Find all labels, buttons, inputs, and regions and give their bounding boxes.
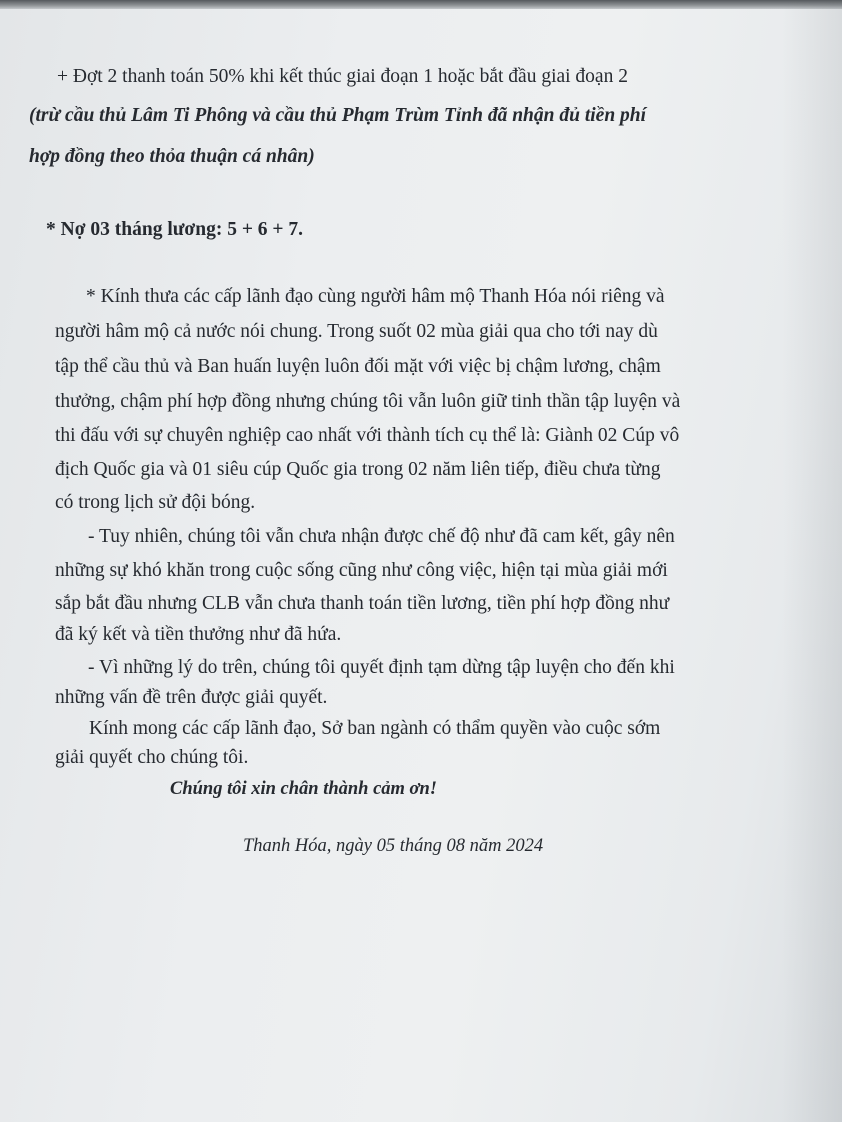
request-line: giải quyết cho chúng tôi. [55,747,249,768]
address-line: địch Quốc gia và 01 siêu cúp Quốc gia trong 02 năm liên tiếp, điều chưa từng [55,459,661,480]
address-line: tập thể cầu thủ và Ban huấn luyện luôn đối mặt với việc bị chậm lương, chậm [55,356,661,377]
however-line: - Tuy nhiên, chúng tôi vẫn chưa nhận được chế độ như đã cam kết, gây nên [88,526,675,547]
thanks-line: Chúng tôi xin chân thành cảm ơn! [170,779,437,799]
salary-debt-heading: * Nợ 03 tháng lương: 5 + 6 + 7. [46,219,304,240]
address-line: người hâm mộ cả nước nói chung. Trong suốt 02 mùa giải qua cho tới nay dù [55,321,658,342]
place-date-line: Thanh Hóa, ngày 05 tháng 08 năm 2024 [243,836,544,856]
payment-exception-line-2: hợp đồng theo thỏa thuận cá nhân) [29,146,315,167]
address-line: thưởng, chậm phí hợp đồng nhưng chúng tôi vẫn luôn giữ tinh thần tập luyện và [55,391,681,412]
request-line: Kính mong các cấp lãnh đạo, Sở ban ngành có thẩm quyền vào cuộc sớm [89,718,661,739]
however-line: sắp bắt đầu nhưng CLB vẫn chưa thanh toán tiền lương, tiền phí hợp đồng như [55,593,670,614]
however-line: đã ký kết và tiền thưởng như đã hứa. [55,624,342,645]
page-shadow [782,0,842,1122]
reasons-line: những vấn đề trên được giải quyết. [55,687,328,708]
payment-phase-2-line: + Đợt 2 thanh toán 50% khi kết thúc giai đoạn 1 hoặc bắt đầu giai đoạn 2 [57,66,628,87]
reasons-line: - Vì những lý do trên, chúng tôi quyết định tạm dừng tập luyện cho đến khi [88,657,675,678]
address-line: có trong lịch sử đội bóng. [55,492,256,513]
payment-exception-line-1: (trừ cầu thủ Lâm Ti Phông và cầu thủ Phạm Trùm Tỉnh đã nhận đủ tiền phí [29,105,647,126]
desk-edge [0,0,842,9]
however-line: những sự khó khăn trong cuộc sống cũng như công việc, hiện tại mùa giải mới [55,560,668,581]
address-line: thi đấu với sự chuyên nghiệp cao nhất với thành tích cụ thể là: Giành 02 Cúp vô [55,425,680,446]
address-line: * Kính thưa các cấp lãnh đạo cùng người hâm mộ Thanh Hóa nói riêng và [86,286,665,307]
